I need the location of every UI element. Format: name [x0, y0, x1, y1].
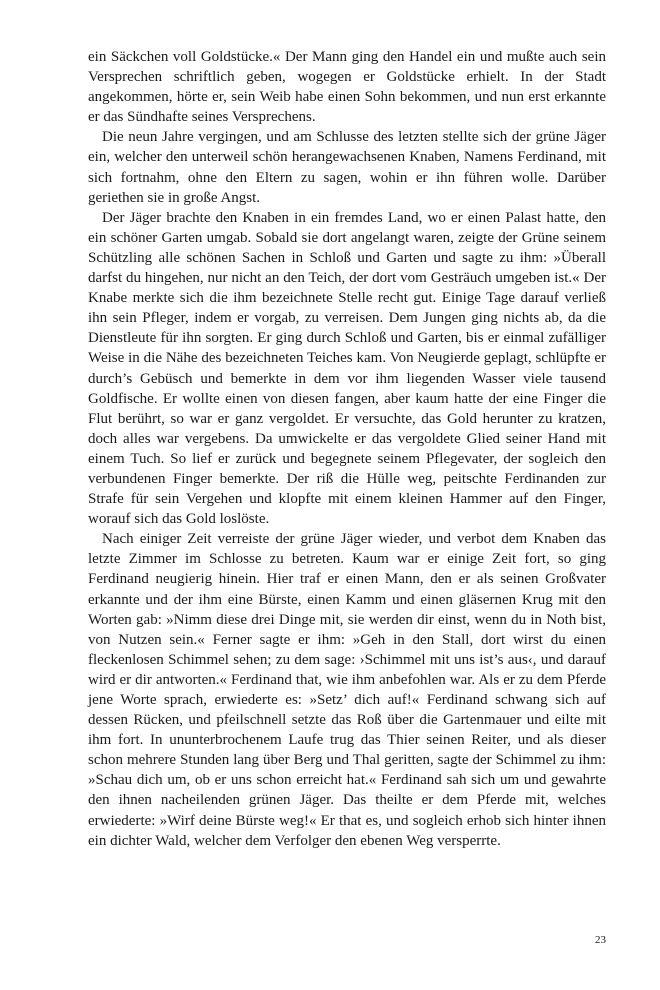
paragraph-4: Nach einiger Zeit verreiste der grüne Jäger wieder, und verbot dem Knaben das letzte Zimmer im Schlosse zu betreten. Kaum war er einige Zeit fort, so ging Ferdinand neugierig hinein. Hier traf er einen Mann, den er als seinen Großvater erkannte und der ihm eine Bürste, einen Kamm und einen gläsernen Krug mit den Worten gab: »Nimm diese drei Dinge mit, sie werden dir einst, wenn du in Noth bist, von Nutzen sein.« Ferner sagte er ihm: »Geh in den Stall, dort wirst du einen fleckenlosen Schimmel sehen; zu dem sage: ›Schimmel mit uns ist’s aus‹, und darauf wird er dir antworten.« Ferdinand that, wie ihm anbefohlen war. Als er zu dem Pferde jene Worte sprach, erwiederte es: »Setz’ dich auf!« Ferdinand schwang sich auf dessen Rücken, und pfeilschnell setzte das Roß über die Gartenmauer und eilte mit ihm fort. In ununterbrochenem Laufe trug das Thier seinen Reiter, und als dieser schon mehrere Stunden lang über Berg und Thal geritten, sagte der Schimmel zu ihm: »Schau dich um, ob er uns schon erreicht hat.« Ferdinand sah sich um und gewahrte den ihnen nacheilenden grünen Jäger. Das theilte er dem Pferde mit, welches erwiederte: »Wirf deine Bürste weg!« Er that es, und sogleich erhob sich hinter ihnen ein dichter Wald, welcher dem Verfolger den ebenen Weg versperrte.	[88, 531, 606, 849]
paragraph-2: Die neun Jahre vergingen, und am Schlusse des letzten stellte sich der grüne Jäger ein, welcher den unterweil schön herangewachsenen Knaben, Namens Ferdinand, mit sich fortnahm, ohne den Eltern zu sagen, wohin er ihn führen wolle. Darüber geriethen sie in große Angst.	[88, 129, 606, 206]
page-number: 23	[595, 934, 606, 946]
paragraph-1: ein Säckchen voll Goldstücke.« Der Mann ging den Handel ein und mußte auch sein Versprechen schriftlich geben, wogegen er Goldstücke erhielt. In der Stadt angekommen, hörte er, sein Weib habe einen Sohn bekommen, und nun erst erkannte er das Sündhafte seines Versprechens.	[88, 49, 606, 126]
paragraph-3: Der Jäger brachte den Knaben in ein fremdes Land, wo er einen Palast hatte, den ein schöner Garten umgab. Sobald sie dort angelangt waren, zeigte der Grüne seinem Schützling alle schönen Sachen in Schloß und Garten und sagte zu ihm: »Überall darfst du hingehen, nur nicht an den Teich, der dort vom Gesträuch umgeben ist.« Der Knabe merkte sich die ihm bezeichnete Stelle recht gut. Einige Tage darauf verließ ihn sein Pfleger, indem er vorgab, zu verreisen. Dem Jungen ging nichts ab, da die Dienstleute für ihn sorgten. Er ging durch Schloß und Garten, bis er einmal zufälliger Weise in die Nähe des bezeichneten Teiches kam. Von Neugierde geplagt, schlüpfte er durch’s Gebüsch und bemerkte in dem vor ihm liegenden Wasser viele tausend Goldfische. Er wollte einen von diesen fangen, aber kaum hatte der eine Finger die Flut berührt, so war er ganz vergoldet. Er versuchte, das Gold herunter zu kratzen, doch alles war vergebens. Da umwickelte er das vergoldete Glied seiner Hand mit einem Tuch. So lief er zurück und begegnete seinem Pflegevater, der sogleich den verbundenen Finger bemerkte. Der riß die Hülle weg, peitschte Ferdinanden zur Strafe für sein Vergehen und klopfte mit einem kleinen Hammer auf den Finger, worauf sich das Gold loslöste.	[88, 209, 606, 528]
page-body	[88, 47, 606, 987]
